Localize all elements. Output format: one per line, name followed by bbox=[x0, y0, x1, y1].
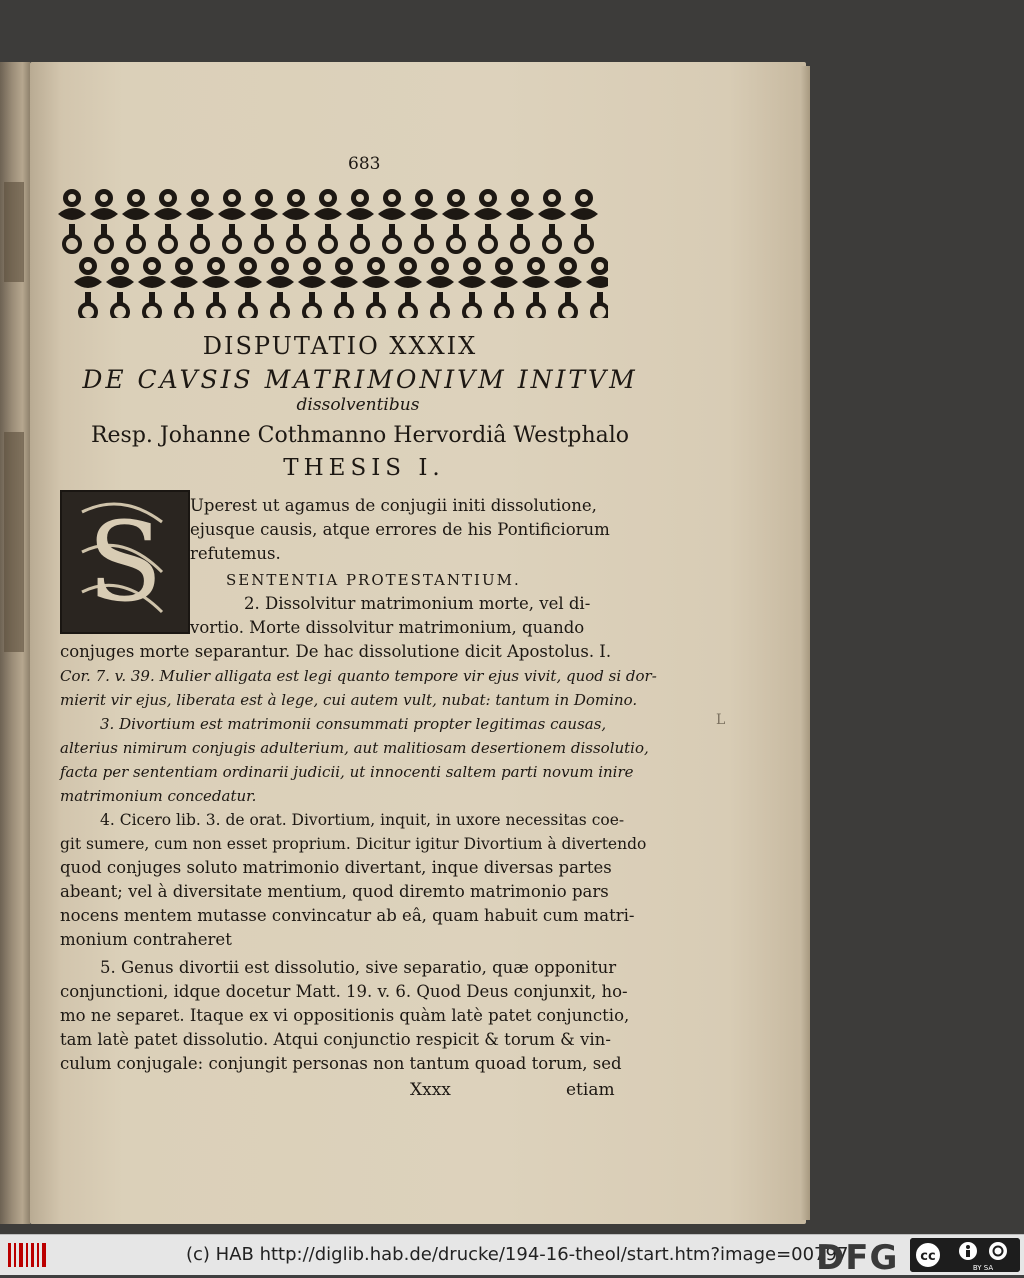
dfg-logo: DFG bbox=[816, 1238, 899, 1278]
adjacent-page-edge bbox=[0, 62, 30, 1224]
text-line: vortio. Morte dissolvitur matrimonium, quando bbox=[190, 618, 585, 637]
catchword: etiam bbox=[566, 1080, 615, 1100]
text-line: abeant; vel à diversitate mentium, quod diremto matrimonio pars bbox=[60, 882, 609, 901]
text-line: ejusque causis, atque errores de his Pontificiorum bbox=[190, 520, 610, 539]
page-text bbox=[30, 62, 806, 1224]
text-line: quod conjuges soluto matrimonio divertant, inque diversas partes bbox=[60, 858, 612, 877]
svg-text:cc: cc bbox=[920, 1249, 936, 1264]
adjacent-page-initial bbox=[4, 432, 24, 652]
initial-letter: S bbox=[87, 498, 163, 626]
ornamental-band-icon bbox=[58, 180, 608, 318]
text-line: matrimonium concedatur. bbox=[60, 787, 257, 805]
text-line: 5. Genus divortii est dissolutio, sive separatio, quæ opponitur bbox=[100, 958, 617, 977]
text-line: 4. Cicero lib. 3. de orat. Divortium, inquit, in uxore necessitas coe- bbox=[100, 811, 625, 829]
thesis-heading: THESIS I. bbox=[283, 455, 445, 481]
adjacent-page-ornament bbox=[4, 182, 24, 282]
section-heading: SENTENTIA PROTESTANTIUM. bbox=[226, 571, 521, 589]
license-label: BY SA bbox=[972, 1264, 994, 1272]
text-line: conjunctioni, idque docetur Matt. 19. v. 6. Quod Deus conjunxit, ho- bbox=[60, 982, 628, 1001]
book-page bbox=[30, 62, 806, 1224]
disputation-subject-continued: dissolventibus bbox=[296, 395, 420, 415]
viewer-footer bbox=[0, 1234, 1024, 1278]
signature-mark: Xxxx bbox=[410, 1080, 451, 1100]
initial-letter-icon bbox=[62, 492, 188, 632]
margin-mark: L bbox=[716, 712, 726, 728]
text-line: Cor. 7. v. 39. Mulier alligata est legi quanto tempore vir ejus vivit, quod si dor- bbox=[60, 667, 657, 685]
page-number: 683 bbox=[348, 154, 381, 174]
text-line: facta per sententiam ordinarii judicii, ut innocenti saltem parti novum inire bbox=[60, 763, 634, 781]
text-line: culum conjugale: conjungit personas non tantum quoad torum, sed bbox=[60, 1054, 622, 1073]
text-line: mo ne separet. Itaque ex vi oppositionis quàm latè patet conjunctio, bbox=[60, 1006, 630, 1025]
text-line: Uperest ut agamus de conjugii initi dissolutione, bbox=[190, 496, 597, 515]
cc-icon bbox=[910, 1238, 1020, 1272]
copyright-link[interactable]: (c) HAB http://diglib.hab.de/drucke/194-16-theol/start.htm?image=00797 bbox=[186, 1244, 849, 1265]
sa-icon bbox=[989, 1242, 1007, 1260]
text-line: git sumere, cum non esset proprium. Dicitur igitur Divortium à divertendo bbox=[60, 835, 647, 853]
text-line: mierit vir ejus, liberata est à lege, cui autem vult, nubat: tantum in Domino. bbox=[60, 691, 638, 709]
text-line: alterius nimirum conjugis adulterium, aut malitiosam desertionem dissolutio, bbox=[60, 739, 649, 757]
text-line: 2. Dissolvitur matrimonium morte, vel di- bbox=[244, 594, 591, 613]
text-line: nocens mentem mutasse convincatur ab eâ, quam habuit cum matri- bbox=[60, 906, 635, 925]
barcode-icon bbox=[8, 1243, 48, 1267]
text-line: refutemus. bbox=[190, 544, 281, 563]
respondent-line: Resp. Johanne Cothmanno Hervordiâ Westphalo bbox=[90, 423, 630, 448]
disputation-title: DISPUTATIO XXXIX bbox=[202, 332, 478, 360]
license-badge[interactable] bbox=[910, 1238, 1020, 1272]
text-line: 3. Divortium est matrimonii consummati propter legitimas causas, bbox=[100, 715, 607, 733]
text-line: monium contraheret bbox=[60, 930, 232, 949]
page-edge-shadow bbox=[800, 66, 810, 1220]
disputation-subject: DE CAVSIS MATRIMONIVM INITVM bbox=[82, 365, 638, 394]
text-line: tam latè patet dissolutio. Atqui conjunctio respicit & torum & vin- bbox=[60, 1030, 611, 1049]
text-line: conjuges morte separantur. De hac dissolutione dicit Apostolus. I. bbox=[60, 642, 612, 661]
decorated-initial bbox=[60, 490, 190, 634]
